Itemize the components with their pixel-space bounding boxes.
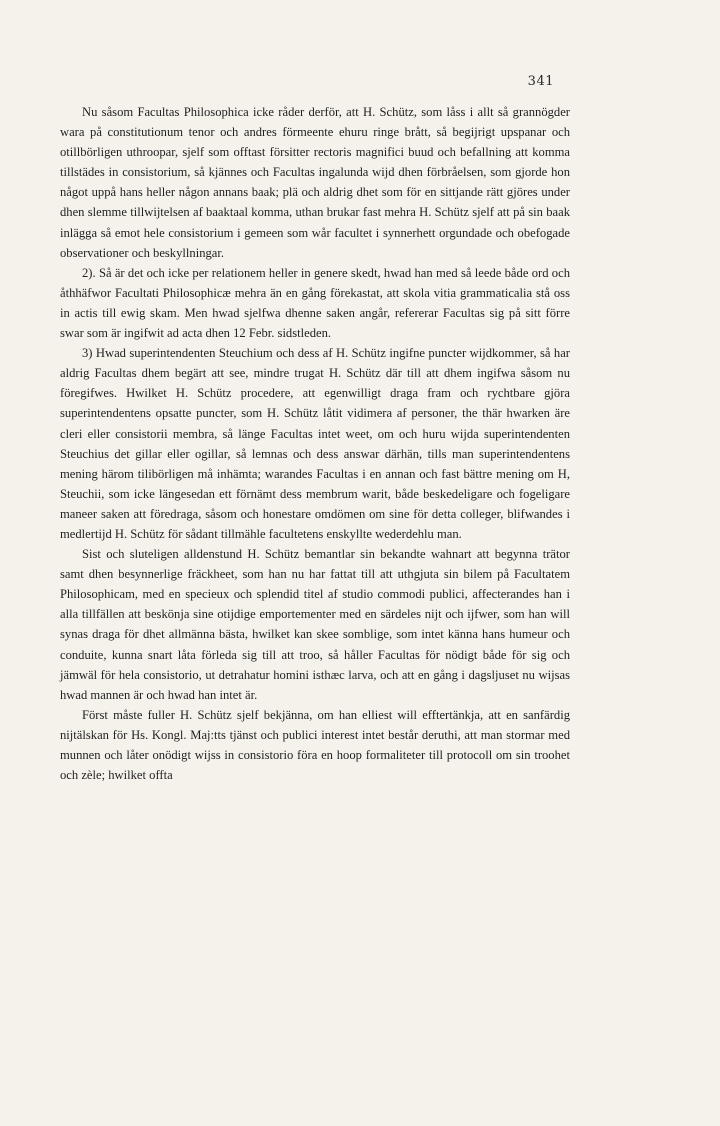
body-text — [60, 102, 570, 785]
paragraph-5: Först måste fuller H. Schütz sjelf bekjänna, om han elliest will efftertänkja, att en sanfärdig nijtälskan för Hs. Kongl. Maj:tts tjänst och publici interest intet består deruthi, att man stormar med munnen och låter onödigt wijss in consistorio föra en hoop formaliteter till protocoll om sin troohet och zèle; hwilket offta — [60, 707, 570, 783]
page-number: 341 — [527, 74, 554, 89]
paragraph-1: Nu såsom Facultas Philosophica icke råder derför, att H. Schütz, som låss i allt så grannögder wara på constitutionum tenor och andres förmeente ehuru ringe brått, så begijrigt upspanar och otillbörligen uthroopar, sjelf som offtast försitter rectoris magnifici buud och befallning att komma tillstädes in consistorium, så kjännes och Facultas ingalunda wijd dhen förbråelsen, som gjorde hon något uppå hans heller någon annans baak; plä och aldrig dhet som för en sittjande rätt gjöres under dhen slemme tillwijtelsen af baaktaal komma, uthan brukar fast mehra H. Schütz sjelf att på sin baak inlägga så emot hele consistorium i gemeen som wår facultet i synnerhett orgundade och obefogade observationer och beskyllningar. — [60, 105, 570, 260]
paragraph-2: 2). Så är det och icke per relationem heller in genere skedt, hwad han med så leede både ord och åthhäfwor Facultati Philosophicæ mehra än en gång förekastat, att skola vitia grammaticalia stå oss in actis till ewig skam. Men hwad sjelfwa dhenne saken angår, refererar Facultas sig på sitt förre swar som är ingifwit ad acta dhen 12 Febr. sidstleden. — [60, 265, 570, 341]
paragraph-4: Sist och sluteligen alldenstund H. Schütz bemantlar sin bekandte wahnart att begynna trätor samt dhen besynnerlige fräckheet, som han nu har fattat till att uthgjuta sin bilem på Facultatem Philosophicam, med en specieux och splendid titel af studio commodi publici, affecterandes han i alla tillfällen att beskönja sine otijdige emportementer med en särdeles nijt och ijfwer, som han will synas draga för dhet allmänna bästa, hwilket kan skee somblige, som intet känna hans humeur och conduite, kunna snart låta förleda sig till att troo, så håller Facultas för nödigt både för sig och jämwäl för hela consistorio, ut detrahatur homini isthæc larva, och att en gång i dagsljuset nu wijsas hwad mannen är och hwad han intet är. — [60, 547, 570, 702]
paragraph-3: 3) Hwad superintendenten Steuchium och dess af H. Schütz ingifne puncter wijdkommer, så har aldrig Facultas dhem begärt att see, mindre trugat H. Schütz där till att dhem ingifwa såsom nu föregifwes. Hwilket H. Schütz procedere, att egenwilligt draga fram och rychtbare gjöra superintendentens opsatte puncter, som H. Schütz låtit vidimera af personer, the thär hwarken äre cleri eller consistorii membra, så länge Facultas intet weet, om och huru wijda superintendenten Steuchius det gillar eller ogillar, så lemnas och dess answar därhän, tills man superintendentens mening härom tilibörligen må inhämta; warandes Facultas i en annan och fast bättre mening om H, Steuchii, som icke längesedan ett förnämt dess membrum warit, både beskedeligare och fogeligare maneer saken att föredraga, såsom och honestare omdömen om sine för detta colleger, blifwandes i medlertijd H. Schütz för sådant tillmähle facultetens enskyllte wederdehlu man. — [60, 346, 570, 541]
